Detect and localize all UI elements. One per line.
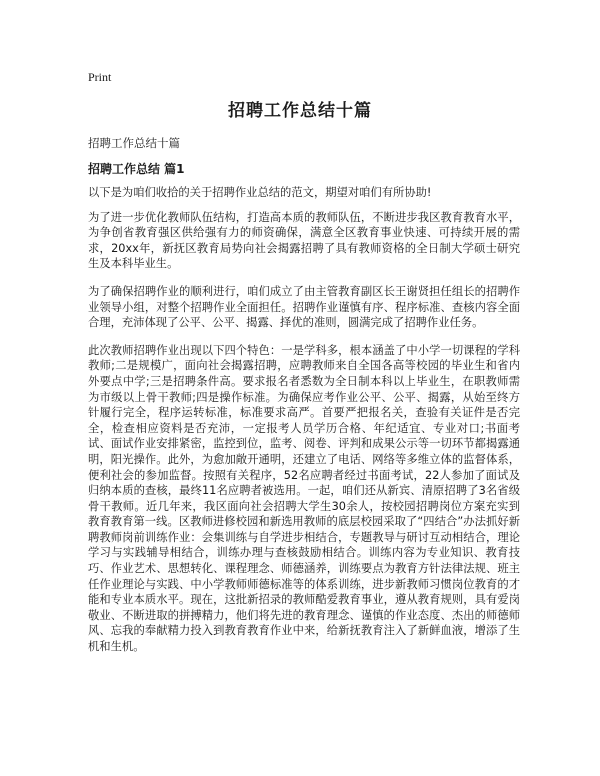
paragraph-organization: 为了确保招聘作业的顺利进行，咱们成立了由主管教育副区长王谢贤担任组长的招聘作业领导小组，对整个招聘作业全面担任。招聘作业谨慎有序、程序标准、查核内容全面合理，充沛体现了公平、公平、揭露、择优的准则，圆满完成了招聘作业任务。	[88, 284, 520, 330]
print-label: Print	[88, 70, 112, 84]
paragraph-intro: 以下是为咱们收拾的关于招聘作业总结的范文，期望对咱们有所协助!	[88, 186, 432, 199]
paragraph-background: 为了进一步优化教师队伍结构，打造高本质的教师队伍，不断进步我区教育教育水平，为争创省教育强区供给强有力的师资确保，满意全区教育事业快速、可持续开展的需求，20xx年，新抚区教育局势向社会揭露招聘了具有教师资格的全日制大学硕士研究生及本科毕业生。	[88, 210, 520, 271]
document-body	[88, 185, 520, 667]
section-heading: 招聘工作总结 篇1	[88, 162, 185, 176]
document-title: 招聘工作总结十篇	[228, 101, 372, 121]
paragraph-features: 此次教师招聘作业出现以下四个特色：一是学科多，根本涵盖了中小学一切课程的学科教师;二是规模广，面向社会揭露招聘，应聘教师来自全国各高等校园的毕业生和省内外要点中学;三是招聘条件高。要求报名者悉数为全日制本科以上毕业生，在职教师需为市级以上骨干教师;四是操作标准。为确保应考作业公平、公平、揭露，从始至终方针履行完全，程序运转标准，标准要求高严。首要严把报名关，查验有关证件是否完全，检查相应资料是否充沛，一定报考人员学历合格、年纪适宜、专业对口;书面考试、面试作业安排紧密，监控到位，监考、阅卷、评判和成果公示等一切环节都揭露通明，阳光操作。此外，为愈加敞开通明，还建立了电话、网络等多维立体的监督体系，便利社会的参加监督。按照有关程序，52名应聘者经过书面考试，22人参加了面试及归纳本质的查核，最终11名应聘者被选用。一起，咱们还从新宾、清原招聘了3名省级骨干教师。近几年来，我区面向社会招聘大学生30余人，按校园招聘岗位方案充实到教育教育第一线。区教师进修校园和新选用教师的底层校园采取了“四结合”办法抓好新聘教师岗前训练作业：会集训练与自学进步相结合，专题教导与研讨互动相结合，理论学习与实践辅导相结合，训练办理与查核鼓励相结合。训练内容为专业知识、教育技巧、作业艺术、思想转化、课程理念、师德涵养，训练要点为教育方针法律法规、班主任作业理论与实践、中小学教师师德标准等的体系训练，进步新教师习惯岗位教育的才能和专业本质水平。现在，这批新招录的教师酷爱教育事业，遵从教育规则，具有爱岗敬业、不断进取的拼搏精力，他们将先进的教育理念、谨慎的作业态度、杰出的师德师风、忘我的奉献精力投入到教育教育作业中来，给新抚教育注入了新鲜血液，增添了生机和生机。	[88, 343, 520, 654]
document-subtitle: 招聘工作总结十篇	[88, 136, 180, 150]
